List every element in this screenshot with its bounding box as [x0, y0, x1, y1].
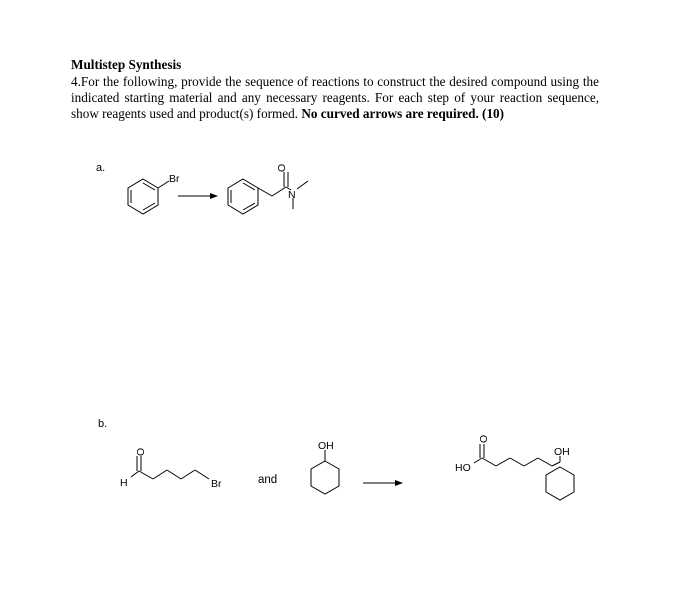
benzene-ring	[228, 179, 258, 214]
ch2-bond	[158, 181, 169, 188]
part-a-starting-material	[128, 179, 169, 214]
atom-label-o-a: O	[276, 163, 288, 172]
part-b-label: b.	[98, 418, 108, 430]
atom-label-br-b1: Br	[211, 478, 222, 490]
atom-label-o-b1: O	[135, 447, 147, 456]
atom-label-n-a: N	[288, 189, 296, 201]
atom-label-br-a: Br	[169, 173, 180, 185]
atom-label-oh-b2: OH	[318, 440, 334, 452]
cyclohexane-ring	[311, 461, 339, 494]
section-heading: Multistep Synthesis	[71, 57, 182, 72]
part-b-reactant-2	[311, 450, 339, 494]
question-bold-note: No curved arrows are required. (10)	[301, 106, 505, 122]
atom-label-ho-bp: HO	[455, 462, 471, 474]
conjunction-and: and	[258, 474, 278, 486]
part-b-reactant-1	[131, 456, 209, 479]
atom-label-o-bp: O	[478, 434, 490, 443]
atom-label-h-b1: H	[120, 477, 128, 489]
atom-label-oh-bp: OH	[554, 446, 570, 458]
question-instructions: 4.For the following, provide the sequence of reactions to construct the desired compound using the indicated starting material and any necessary reagents. For each step of your reaction sequence, show reagents used and product(s) formed.	[71, 74, 599, 122]
part-a-label: a.	[96, 162, 106, 174]
cyclohexane-ring	[546, 467, 574, 500]
part-a-product	[228, 172, 308, 214]
benzene-ring	[128, 179, 158, 214]
